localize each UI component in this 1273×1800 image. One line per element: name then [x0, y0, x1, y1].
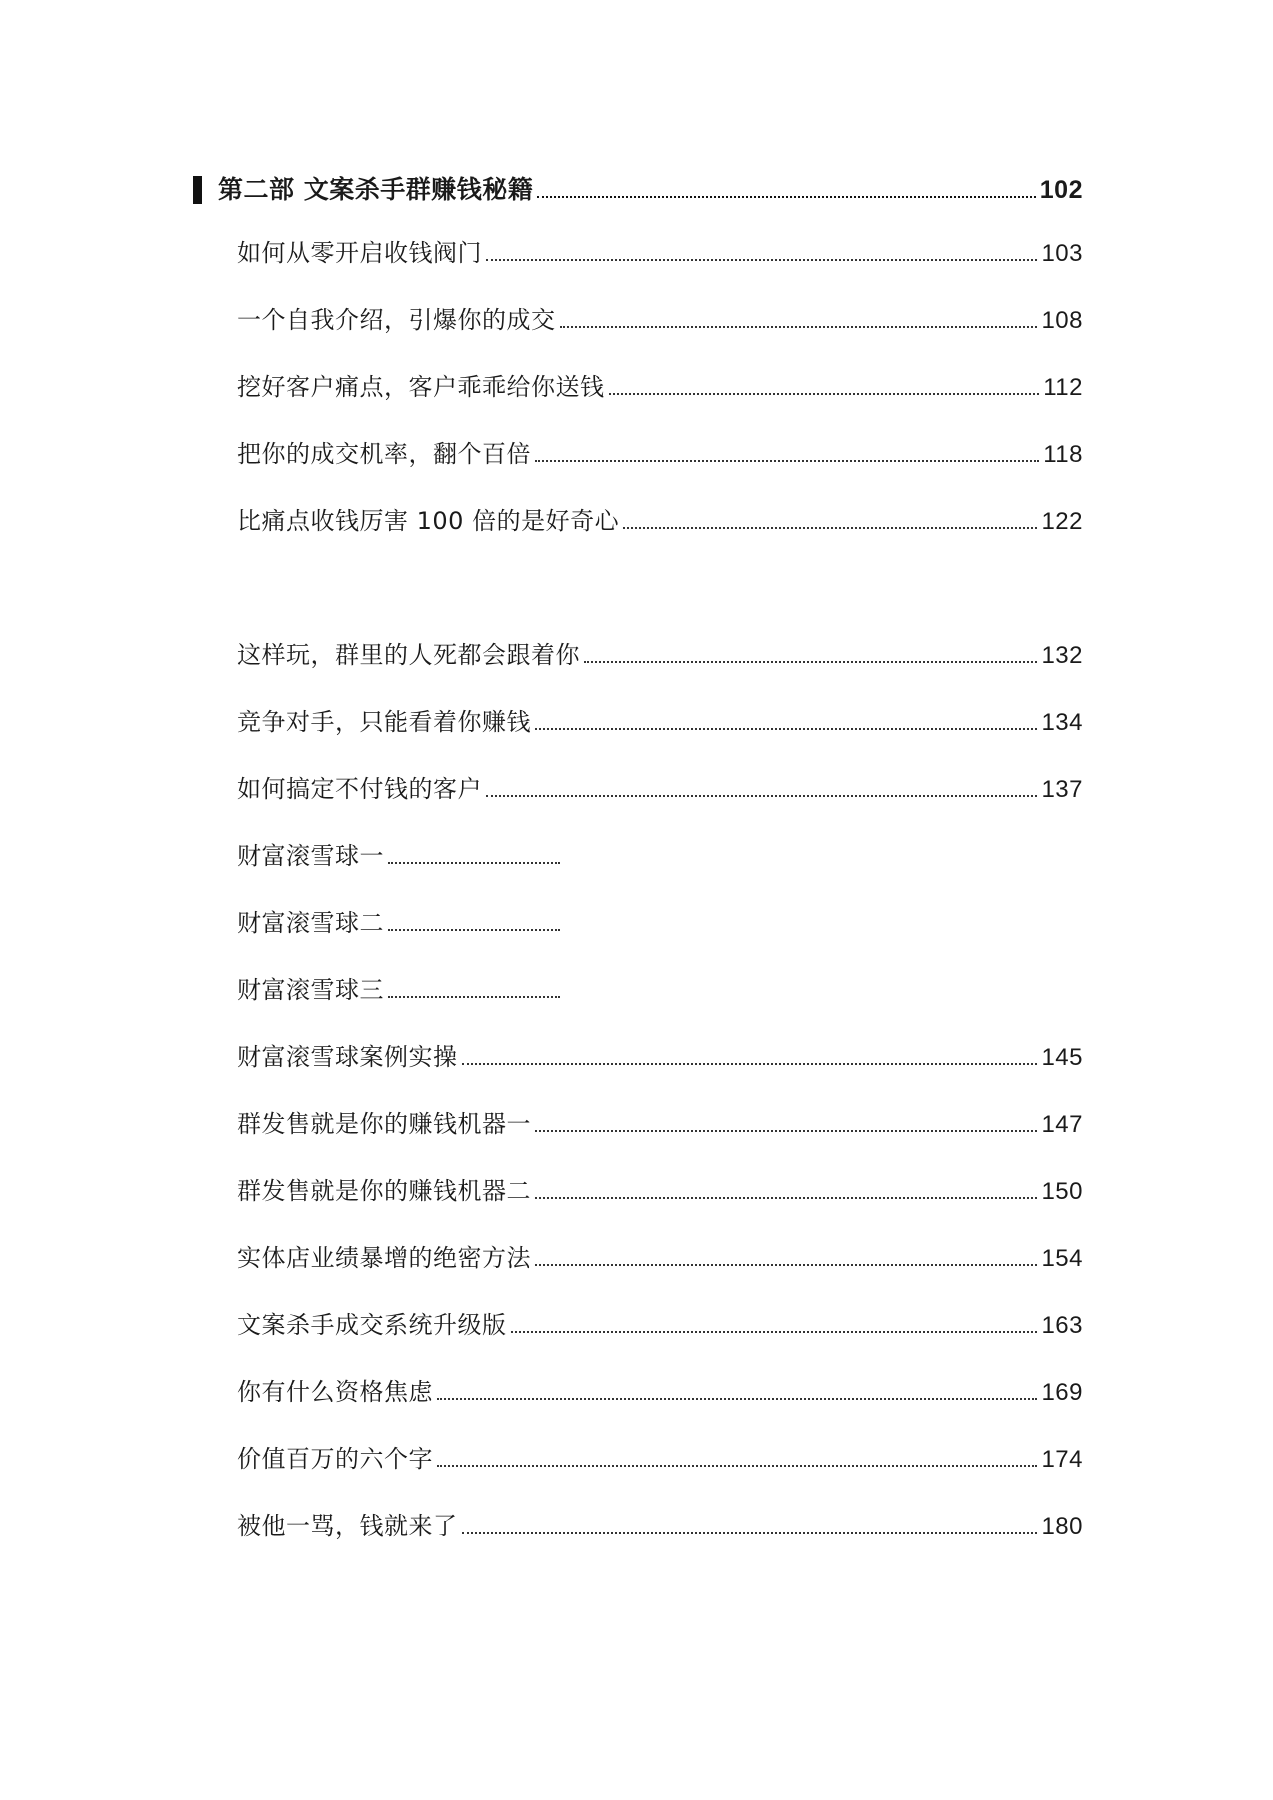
dot-leader	[535, 1197, 1037, 1199]
toc-part-heading	[218, 174, 1083, 206]
toc-entry	[237, 1242, 1083, 1275]
entry-title: 文案杀手成交系统升级版	[237, 1311, 507, 1339]
dot-leader	[462, 1532, 1038, 1534]
entry-page-number: 134	[1041, 709, 1083, 736]
dot-leader	[560, 326, 1038, 328]
dot-leader	[609, 393, 1040, 395]
entry-title: 把你的成交机率，翻个百倍	[237, 440, 531, 468]
toc-entry	[237, 639, 1083, 672]
toc-entry	[237, 1376, 1083, 1409]
entry-page-number: 145	[1041, 1044, 1083, 1071]
toc-entry	[237, 1309, 1083, 1342]
toc-entry	[237, 1108, 1083, 1141]
toc-entry	[237, 1443, 1083, 1476]
entry-title: 如何搞定不付钱的客户	[237, 775, 482, 803]
dot-leader	[437, 1465, 1037, 1467]
dot-leader	[535, 460, 1039, 462]
toc-entry	[237, 907, 564, 939]
dot-leader	[511, 1331, 1038, 1333]
toc-entry	[237, 974, 564, 1006]
dot-leader	[623, 527, 1037, 529]
part-title: 第二部 文案杀手群赚钱秘籍	[218, 175, 534, 204]
entry-title: 如何从零开启收钱阀门	[237, 239, 482, 267]
entry-title: 群发售就是你的赚钱机器二	[237, 1177, 531, 1205]
dot-leader	[584, 661, 1037, 663]
toc-entry	[237, 505, 1083, 538]
part-marker-bar	[193, 176, 202, 204]
entry-title: 挖好客户痛点，客户乖乖给你送钱	[237, 373, 605, 401]
toc-entry	[237, 237, 1083, 270]
entry-title: 财富滚雪球三	[237, 976, 384, 1004]
entry-page-number: 122	[1041, 508, 1083, 535]
entry-title: 群发售就是你的赚钱机器一	[237, 1110, 531, 1138]
toc-entry	[237, 304, 1083, 337]
entry-page-number: 163	[1041, 1312, 1083, 1339]
toc-entry	[237, 438, 1083, 471]
dot-leader	[388, 996, 560, 998]
toc-entry	[237, 706, 1083, 739]
entry-title: 你有什么资格焦虑	[237, 1378, 433, 1406]
entry-page-number: 147	[1041, 1111, 1083, 1138]
toc-entry	[237, 773, 1083, 806]
dot-leader	[535, 728, 1037, 730]
dot-leader	[535, 1130, 1037, 1132]
toc-entry	[237, 1510, 1083, 1543]
entry-page-number: 103	[1041, 240, 1083, 267]
entry-page-number: 132	[1041, 642, 1083, 669]
dot-leader	[462, 1063, 1038, 1065]
entry-page-number: 112	[1043, 374, 1083, 401]
entry-title: 财富滚雪球一	[237, 842, 384, 870]
entry-title: 竞争对手，只能看着你赚钱	[237, 708, 531, 736]
entry-page-number: 154	[1041, 1245, 1083, 1272]
dot-leader	[388, 929, 560, 931]
entry-title: 财富滚雪球案例实操	[237, 1043, 458, 1071]
dot-leader	[388, 862, 560, 864]
entry-title: 价值百万的六个字	[237, 1445, 433, 1473]
part-page-number: 102	[1039, 176, 1083, 204]
dot-leader	[486, 259, 1037, 261]
toc-entry	[237, 1041, 1083, 1074]
entry-title: 财富滚雪球二	[237, 909, 384, 937]
entry-title: 一个自我介绍，引爆你的成交	[237, 306, 556, 334]
dot-leader	[437, 1398, 1037, 1400]
dot-leader	[535, 1264, 1037, 1266]
entry-page-number: 150	[1041, 1178, 1083, 1205]
dot-leader	[537, 196, 1036, 198]
entry-title: 这样玩，群里的人死都会跟着你	[237, 641, 580, 669]
toc-entry	[237, 840, 564, 872]
entry-page-number: 118	[1043, 441, 1083, 468]
entry-page-number: 137	[1041, 776, 1083, 803]
toc-entry	[237, 1175, 1083, 1208]
entry-page-number: 180	[1041, 1513, 1083, 1540]
entry-title: 实体店业绩暴增的绝密方法	[237, 1244, 531, 1272]
entry-page-number: 174	[1041, 1446, 1083, 1473]
dot-leader	[486, 795, 1037, 797]
toc-entry	[237, 371, 1083, 404]
entry-page-number: 169	[1041, 1379, 1083, 1406]
entry-title: 比痛点收钱厉害 100 倍的是好奇心	[237, 507, 620, 535]
entry-title: 被他一骂，钱就来了	[237, 1512, 458, 1540]
entry-page-number: 108	[1041, 307, 1083, 334]
